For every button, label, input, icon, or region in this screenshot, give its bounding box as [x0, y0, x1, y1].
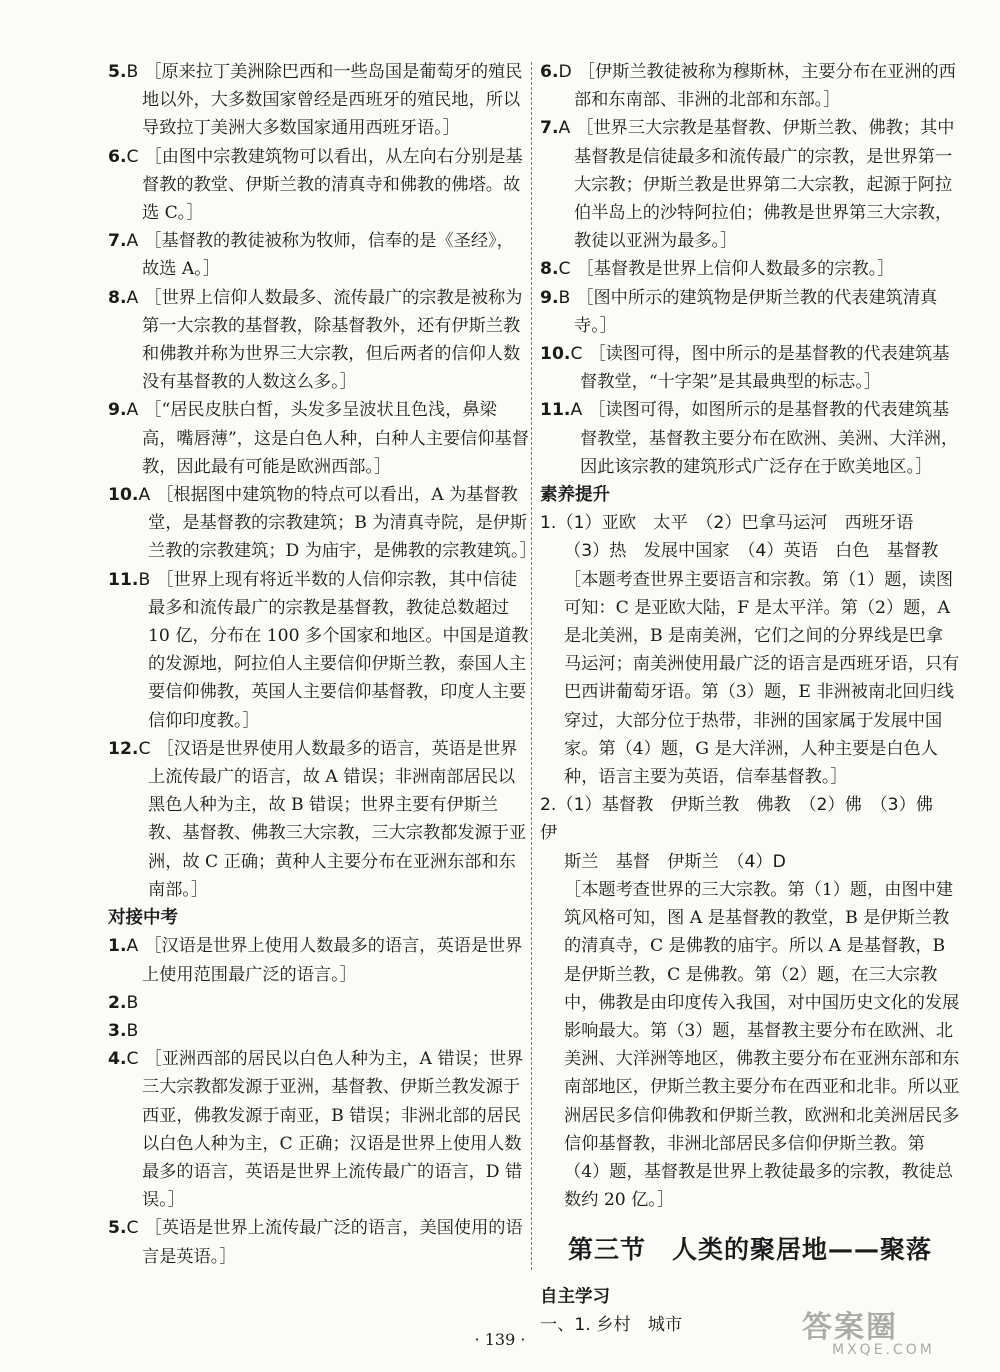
- answer-number: 7.: [108, 231, 127, 252]
- answer-number: 12.: [108, 738, 139, 759]
- answer-item: [108, 932, 530, 988]
- answer-item: [108, 566, 530, 735]
- q2-answer-line-1: 2.（1）基督教 伊斯兰教 佛教 （2）佛 （3）佛 伊: [540, 795, 951, 844]
- answer-item: [540, 284, 960, 340]
- answer-item: [108, 989, 530, 1017]
- answer-number: 2.: [108, 992, 127, 1013]
- answer-explanation: ［根据图中建筑物的特点可以看出，A 为基督教堂，是基督教的宗教建筑；B 为清真寺院，是伊斯兰教的宗教建筑；D 为庙宇，是佛教的宗教建筑。］: [148, 485, 537, 562]
- answer-item: [540, 255, 960, 283]
- answer-item: [108, 1017, 530, 1045]
- answer-explanation: ［伊斯兰教徒被称为穆斯林，主要分布在亚洲的西部和东南部、非洲的北部和东部。］: [574, 62, 956, 111]
- subsection-heading: 自主学习: [540, 1286, 610, 1307]
- answer-item: [108, 227, 530, 283]
- answer-number: 10.: [540, 344, 571, 365]
- answer-choice: C: [126, 146, 139, 167]
- q1-answer-line-2: （3）热 发展中国家 （4）英语 白色 基督教: [564, 541, 939, 562]
- watermark-text-top: 答案圈: [802, 1310, 898, 1345]
- column-divider: [531, 62, 532, 1270]
- answer-choice: B: [126, 992, 139, 1013]
- last-answer-line: 一、1. 乡村 城市: [540, 1314, 683, 1335]
- answer-explanation: ［读图可得，如图所示的是基督教的代表建筑基督教堂，基督教主要分布在欧洲、美洲、大洋洲，因此该宗教的建筑形式广泛存在于欧美地区。］: [580, 400, 959, 477]
- answer-choice: A: [126, 936, 139, 957]
- answer-number: 9.: [540, 287, 559, 308]
- answer-item: [540, 114, 960, 255]
- answer-choice: C: [570, 344, 583, 365]
- page-number: · 139 ·: [474, 1330, 526, 1349]
- answer-choice: A: [570, 400, 583, 421]
- answer-explanation: ［原来拉丁美洲除巴西和一些岛国是葡萄牙的殖民地以外，大多数国家曾经是西班牙的殖民地，所以导致拉丁美洲大多数国家通用西班牙语。］: [142, 62, 523, 139]
- answer-explanation: ［“居民皮肤白皙，头发多呈波状且色浅，鼻梁高，嘴唇薄”，这是白色人种，白种人主要信仰基督教，因此最有可能是欧洲西部。］: [142, 400, 529, 477]
- right-column: [540, 58, 960, 1339]
- answer-number: 1.: [108, 936, 127, 957]
- answer-number: 5.: [108, 62, 127, 82]
- answer-explanation: ［由图中宗教建筑物可以看出，从左向右分别是基督教的教堂、伊斯兰教的清真寺和佛教的佛塔。故选 C。］: [142, 146, 523, 224]
- answer-item: [108, 1045, 530, 1214]
- answer-choice: B: [558, 287, 571, 308]
- answer-explanation: ［英语是世界上流传最广泛的语言，美国使用的语言是英语。］: [142, 1218, 523, 1267]
- exam-answer-list: [108, 932, 530, 1270]
- answer-number: 5.: [108, 1218, 127, 1239]
- answer-choice: B: [138, 569, 151, 590]
- answer-item: [540, 396, 960, 481]
- section-heading-literacy: 素养提升: [540, 485, 610, 506]
- answer-number: 8.: [108, 287, 127, 308]
- answer-number: 4.: [108, 1049, 127, 1070]
- answer-item: [540, 340, 960, 396]
- answer-explanation: ［基督教的教徒被称为牧师，信奉的是《圣经》，故选 A。］: [142, 231, 514, 280]
- answer-explanation: ［汉语是世界使用人数最多的语言，英语是世界上流传最广的语言，故 A 错误；非洲南部居民以黑色人种为主，故 B 错误；世界主要有伊斯兰教、基督教、佛教三大宗教，三大宗教都发源于亚洲，故 C 正确；黄种人主要分布在亚洲东部和东南部。］: [148, 738, 527, 900]
- answer-item: [108, 1214, 530, 1270]
- answer-item: [108, 481, 537, 566]
- watermark-logo: [802, 1302, 972, 1362]
- answer-explanation: ［基督教是世界上信仰人数最多的宗教。］: [576, 259, 895, 280]
- answer-number: 6.: [108, 146, 127, 167]
- answer-number: 11.: [540, 400, 571, 421]
- answer-explanation: ［汉语是世界上使用人数最多的语言，英语是世界上使用范围最广泛的语言。］: [142, 936, 523, 985]
- answer-explanation: ［读图可得，图中所示的是基督教的代表建筑基督教堂，“十字架”是其最典型的标志。］: [580, 344, 950, 393]
- answer-number: 8.: [540, 259, 559, 280]
- left-answer-list: [108, 58, 537, 904]
- section-heading-exam: 对接中考: [108, 908, 178, 929]
- answer-item: [108, 396, 530, 481]
- answer-number: 3.: [108, 1020, 127, 1041]
- answer-choice: B: [126, 62, 139, 82]
- answer-explanation: ［世界上信仰人数最多、流传最广的宗教是被称为第一大宗教的基督教，除基督教外，还有伊斯兰教和佛教并称为世界三大宗教，但后两者的信仰人数没有基督教的人数这么多。］: [142, 287, 523, 393]
- answer-number: 11.: [108, 569, 139, 590]
- answer-item: [540, 58, 960, 114]
- answer-explanation: ［世界上现有将近半数的人信仰宗教，其中信徒最多和流传最广的宗教是基督教，教徒总数超过 10 亿，分布在 100 多个国家和地区。中国是道教的发源地，阿拉伯人主要信仰伊斯兰教，泰国人主要信仰佛教，英国人主要信仰基督教，印度人主要信仰印度教。］: [148, 569, 529, 731]
- answer-item: [108, 284, 530, 397]
- answer-choice: B: [126, 1020, 139, 1041]
- answer-number: 10.: [108, 485, 139, 506]
- answer-choice: A: [126, 400, 139, 421]
- answer-item: [108, 143, 530, 228]
- answer-choice: A: [126, 231, 139, 252]
- answer-choice: C: [558, 259, 571, 280]
- answer-choice: C: [138, 738, 151, 759]
- q1-explanation: ［本题考查世界主要语言和宗教。第（1）题，读图可知：C 是亚欧大陆，F 是太平洋。第（2）题，A 是北美洲，B 是南美洲，它们之间的分界线是巴拿马运河；南美洲使用最广泛的语言是西班牙语，只有巴西讲葡萄牙语。第（3）题，E 非洲被南北回归线穿过，大部分位于热带，非洲的国家属于发展中国家。第（4）题，G 是大洋洲，人种主要是白色人种，语言主要为英语，信奉基督教。］: [564, 569, 960, 788]
- answer-choice: C: [126, 1049, 139, 1070]
- answer-explanation: ［世界三大宗教是基督教、伊斯兰教、佛教；其中基督教是信徒最多和流传最广的宗教，是世界第一大宗教；伊斯兰教是世界第二大宗教，起源于阿拉伯半岛上的沙特阿拉伯；佛教是世界第三大宗教，教徒以亚洲为最多。］: [574, 118, 955, 252]
- answer-explanation: ［图中所示的建筑物是伊斯兰教的代表建筑清真寺。］: [574, 287, 938, 336]
- q1-answer-line-1: 1.（1）亚欧 太平 （2）巴拿马运河 西班牙语: [540, 513, 914, 534]
- answer-choice: C: [126, 1218, 139, 1239]
- answer-choice: A: [126, 287, 139, 308]
- answer-choice: A: [558, 118, 571, 139]
- answer-item: [108, 58, 530, 143]
- answer-explanation: ［亚洲西部的居民以白色人种为主，A 错误；世界三大宗教都发源于亚洲，基督教、伊斯兰教发源于西亚，佛教发源于南亚，B 错误；非洲北部的居民以白色人种为主，C 正确；汉语是世界上使用人数最多的语言，英语是世界上流传最广的语言，D 错误。］: [142, 1049, 524, 1211]
- answer-choice: A: [138, 485, 151, 506]
- chapter-title: 第三节 人类的聚居地——聚落: [567, 1235, 932, 1265]
- answer-number: 9.: [108, 400, 127, 421]
- right-answer-list: [540, 58, 960, 481]
- answer-choice: D: [558, 62, 572, 82]
- watermark-text-bottom: MXQE.COM: [832, 1342, 935, 1358]
- answer-number: 6.: [540, 62, 559, 82]
- q2-explanation: ［本题考查世界的三大宗教。第（1）题，由图中建筑风格可知，图 A 是基督教的教堂，B 是伊斯兰教的清真寺，C 是佛教的庙宇。所以 A 是基督教，B 是伊斯兰教，C 是佛教。第（2）题，在三大宗教中，佛教是由印度传入我国，对中国历史文化的发展影响最大。第（3）题，基督教主要分布在欧洲、北美洲、大洋洲等地区，佛教主要分布在亚洲东部和东南部地区，伊斯兰教主要分布在西亚和北非。所以亚洲居民多信仰佛教和伊斯兰教，欧洲和北美洲居民多信仰基督教，非洲北部居民多信仰伊斯兰教。第（4）题，基督教是世界上教徒最多的宗教，教徒总数约 20 亿。］: [564, 879, 960, 1211]
- left-column: [108, 58, 537, 1271]
- answer-number: 7.: [540, 118, 559, 139]
- q2-answer-line-2: 斯兰 基督 伊斯兰 （4）D: [564, 851, 786, 872]
- answer-item: [108, 735, 530, 904]
